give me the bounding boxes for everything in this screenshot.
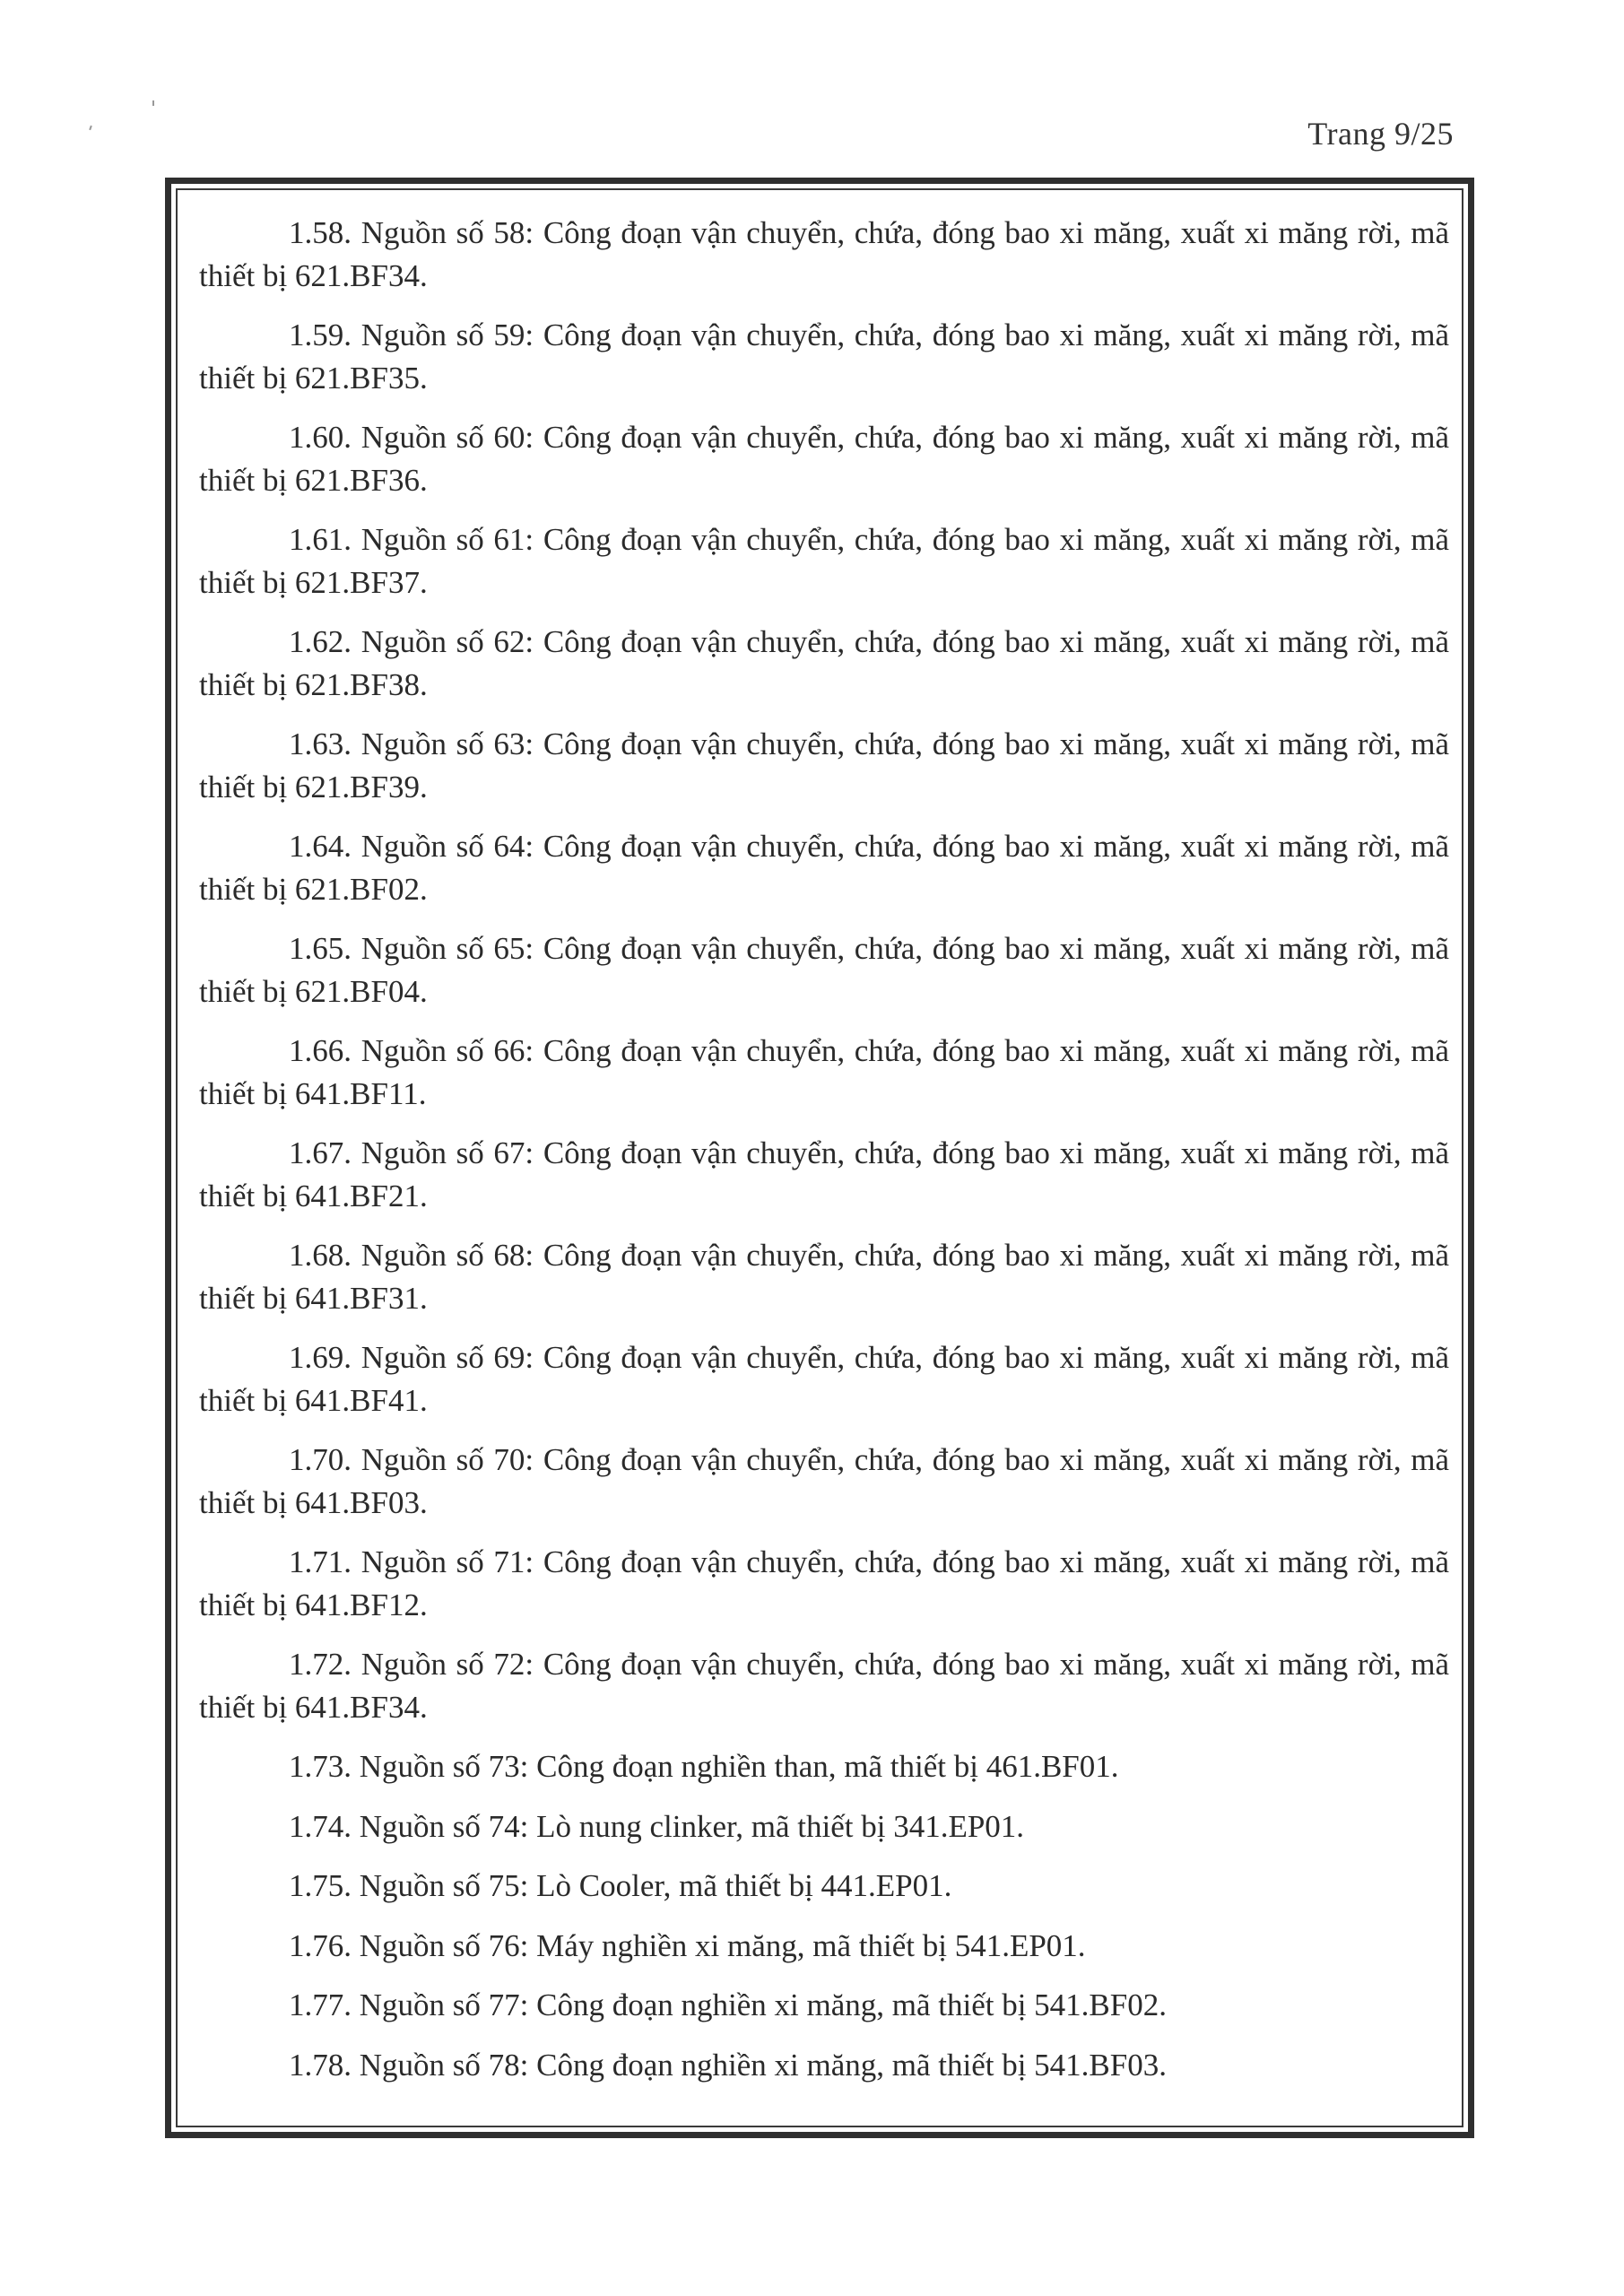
item-number: 1.64. [289,829,352,864]
item-number: 1.66. [289,1033,352,1068]
item-number: 1.65. [289,931,352,966]
item-text: Nguồn số 65: Công đoạn vận chuyển, chứa, đóng bao xi măng, xuất xi măng rời, mã thiết bị 621.BF04. [199,931,1450,1009]
list-item [199,1439,1449,1524]
item-number: 1.61. [289,522,352,557]
item-number: 1.76. [289,1927,352,1963]
item-number: 1.71. [289,1544,352,1579]
list-item [199,1234,1449,1319]
list-item [199,1865,1449,1908]
list-item [199,1805,1449,1848]
item-text: Nguồn số 75: Lò Cooler, mã thiết bị 441.EP01. [359,1868,952,1903]
item-text: Nguồn số 66: Công đoạn vận chuyển, chứa, đóng bao xi măng, xuất xi măng rời, mã thiết bị 641.BF11. [199,1033,1450,1111]
item-number: 1.62. [289,624,352,659]
item-text: Nguồn số 72: Công đoạn vận chuyển, chứa, đóng bao xi măng, xuất xi măng rời, mã thiết bị 641.BF34. [199,1647,1450,1725]
item-number: 1.73. [289,1749,352,1784]
list-item [199,416,1449,501]
scan-speck [89,126,92,130]
item-text: Nguồn số 76: Máy nghiền xi măng, mã thiết bị 541.EP01. [359,1927,1086,1963]
list-item [199,1643,1449,1728]
item-text: Nguồn số 58: Công đoạn vận chuyển, chứa, đóng bao xi măng, xuất xi măng rời, mã thiết bị 621.BF34. [199,215,1450,293]
list-item [199,621,1449,706]
list-item [199,723,1449,808]
item-number: 1.77. [289,1987,352,2022]
list-item [199,212,1449,297]
item-number: 1.58. [289,215,352,250]
item-text: Nguồn số 67: Công đoạn vận chuyển, chứa, đóng bao xi măng, xuất xi măng rời, mã thiết bị 641.BF21. [199,1135,1450,1213]
page-number: Trang 9/25 [1307,116,1454,152]
item-number: 1.69. [289,1340,352,1375]
item-number: 1.75. [289,1868,352,1903]
item-text: Nguồn số 68: Công đoạn vận chuyển, chứa, đóng bao xi măng, xuất xi măng rời, mã thiết bị 641.BF31. [199,1238,1450,1316]
item-text: Nguồn số 59: Công đoạn vận chuyển, chứa, đóng bao xi măng, xuất xi măng rời, mã thiết bị 621.BF35. [199,317,1450,396]
item-number: 1.78. [289,2047,352,2083]
item-text: Nguồn số 74: Lò nung clinker, mã thiết bị 341.EP01. [359,1808,1025,1844]
list-item [199,1745,1449,1788]
item-text: Nguồn số 62: Công đoạn vận chuyển, chứa, đóng bao xi măng, xuất xi măng rời, mã thiết bị 621.BF38. [199,624,1450,702]
item-text: Nguồn số 69: Công đoạn vận chuyển, chứa, đóng bao xi măng, xuất xi măng rời, mã thiết bị 641.BF41. [199,1340,1450,1418]
list-item [199,314,1449,399]
item-text: Nguồn số 61: Công đoạn vận chuyển, chứa, đóng bao xi măng, xuất xi măng rời, mã thiết bị 621.BF37. [199,522,1450,600]
item-number: 1.67. [289,1135,352,1170]
item-number: 1.74. [289,1808,352,1844]
list-item [199,1925,1449,1968]
item-text: Nguồn số 64: Công đoạn vận chuyển, chứa, đóng bao xi măng, xuất xi măng rời, mã thiết bị 621.BF02. [199,829,1450,907]
item-text: Nguồn số 73: Công đoạn nghiền than, mã thiết bị 461.BF01. [359,1749,1119,1784]
item-number: 1.72. [289,1647,352,1682]
document-frame [165,178,1474,2138]
document-body [176,188,1463,2127]
item-text: Nguồn số 71: Công đoạn vận chuyển, chứa, đóng bao xi măng, xuất xi măng rời, mã thiết bị 641.BF12. [199,1544,1450,1622]
list-item [199,1030,1449,1115]
list-item [199,1541,1449,1626]
list-item [199,1984,1449,2027]
item-text: Nguồn số 70: Công đoạn vận chuyển, chứa, đóng bao xi măng, xuất xi măng rời, mã thiết bị 641.BF03. [199,1442,1450,1520]
item-number: 1.70. [289,1442,352,1477]
item-number: 1.60. [289,420,352,455]
item-number: 1.68. [289,1238,352,1273]
item-text: Nguồn số 77: Công đoạn nghiền xi măng, mã thiết bị 541.BF02. [359,1987,1167,2022]
list-item [199,1132,1449,1217]
list-item [199,825,1449,910]
item-text: Nguồn số 63: Công đoạn vận chuyển, chứa, đóng bao xi măng, xuất xi măng rời, mã thiết bị 621.BF39. [199,726,1450,804]
list-item [199,518,1449,604]
list-item [199,2044,1449,2087]
list-item [199,1336,1449,1422]
item-text: Nguồn số 60: Công đoạn vận chuyển, chứa, đóng bao xi măng, xuất xi măng rời, mã thiết bị 621.BF36. [199,420,1450,498]
list-item [199,927,1449,1013]
item-text: Nguồn số 78: Công đoạn nghiền xi măng, mã thiết bị 541.BF03. [359,2047,1167,2083]
item-number: 1.63. [289,726,352,761]
item-number: 1.59. [289,317,352,352]
scan-speck [152,100,154,106]
